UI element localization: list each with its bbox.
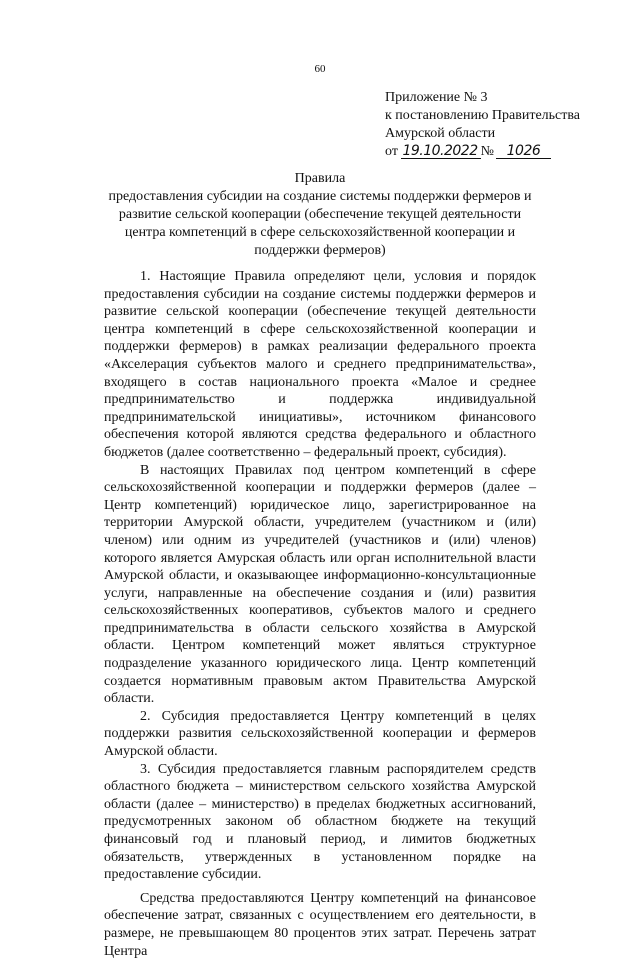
paragraph-3: 3. Субсидия предоставляется главным распорядителем средств областного бюджета – министерством сельского хозяйства Амурской области (далее – министерство) в пределах бюджетных ассигнований, предусмотренных законом об областном бюджете на текущий финансовый год и плановый период, и лимитов бюджетных обязательств, утвержденных в установленном порядке на предоставление субсидии. [104,761,536,883]
handwritten-number: 1026 [496,144,551,159]
title-subtitle: предоставления субсидии на создание системы поддержки фермеров и развитие сельской кооперации (обеспечение текущей деятельности центра компетенций в сфере сельскохозяйственной кооперации и поддержки фермеров) [108,189,532,258]
document-body [104,268,536,960]
paragraph-funds: Средства предоставляются Центру компетенций на финансовое обеспечение затрат, связанных с осуществлением его деятельности, в размере, не превышающем 80 процентов этих затрат. Перечень затрат Центра [104,890,536,959]
document-title [100,170,540,260]
handwritten-date: 19.10.2022 [401,144,480,159]
appendix-label: Приложение № 3 [385,90,488,105]
paragraph-definition: В настоящих Правилах под центром компетенций в сфере сельскохозяйственной кооперации и поддержки фермеров (далее – Центр компетенций) юридическое лицо, зарегистрированное на территории Амурской области, учредителем (участником и (или) членом) или одним из учредителей (участников и (или) членов) которого является Амурская область или орган исполнительной власти Амурской области, и оказывающее информационно-консультационные услуги, направленные на обеспечение создания и (или) развития сельскохозяйственных кооперативов, субъектов малого и среднего предпринимательства в области сельского хозяйства в Амурской области. Центром компетенций может являться структурное подразделение указанного юридического лица. Центр компетенций создается нормативным правовым актом Правительства Амурской области. [104,462,536,707]
title-heading: Правила [294,171,346,186]
appendix-region: Амурской области [385,126,496,141]
appendix-resolution: к постановлению Правительства [385,108,581,123]
paragraph-1: 1. Настоящие Правила определяют цели, условия и порядок предоставления субсидии на создание системы поддержки фермеров и развитие сельской кооперации (обеспечение текущей деятельности центра компетенций в сфере сельскохозяйственной кооперации и поддержки фермеров) в рамках реализации федерального проекта «Акселерация субъектов малого и среднего предпринимательства», входящего в состав национального проекта «Малое и среднее предпринимательство и поддержка индивидуальной предпринимательской инициативы», источником финансового обеспечения которой являются средства федерального и областного бюджетов (далее соответственно – федеральный проект, субсидия). [104,269,536,460]
paragraph-2: 2. Субсидия предоставляется Центру компетенций в целях поддержки развития сельскохозяйственной кооперации и фермеров Амурской области. [104,708,536,760]
date-prefix: от [385,144,398,159]
appendix-header [385,89,580,161]
page-number: 60 [314,63,326,75]
appendix-date-line [385,143,580,161]
number-prefix: № [480,144,494,159]
